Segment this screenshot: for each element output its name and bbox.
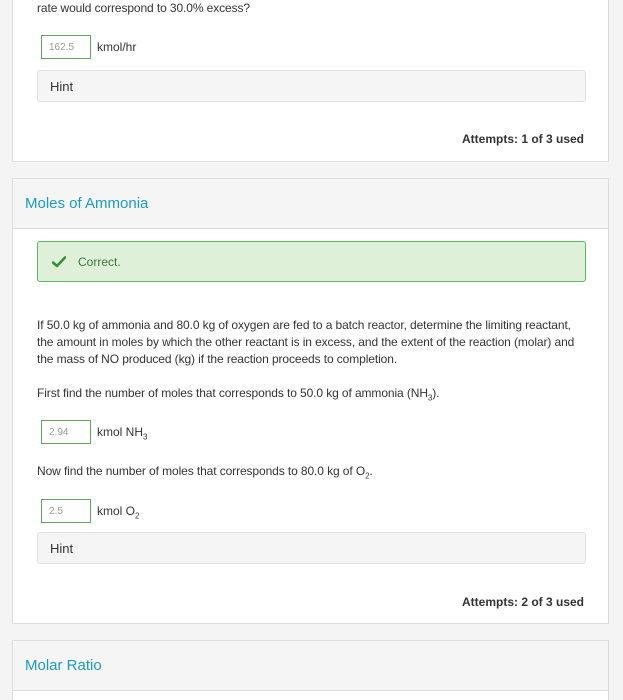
step1-instruction: First find the number of moles that corresponds to 50.0 kg of ammonia $(NH_3)$. bbox=[37, 386, 440, 403]
card-title[interactable]: Molar Ratio bbox=[25, 657, 102, 674]
step2-instruction: Now find the number of moles that corresponds to 80.0 kg of $O_2$. bbox=[37, 464, 373, 481]
card-title[interactable]: Moles of Ammonia bbox=[25, 195, 149, 212]
answer-row-oxygen bbox=[41, 499, 139, 523]
problem-statement: If 50.0 kg of ammonia and 80.0 kg of oxygen are fed to a batch reactor, determine the limiting reactant, the amount in moles by which the other reactant is in excess, and the extent of the reaction (molar) and the mass of NO produced (kg) if the reaction proceeds to completion. bbox=[37, 318, 575, 366]
answer-input[interactable]: 162.5 bbox=[41, 35, 91, 59]
ammonia-moles-unit: kmol $NH_3$ bbox=[97, 425, 148, 442]
attempts-counter: Attempts: 2 of 3 used bbox=[461, 595, 584, 609]
correct-feedback bbox=[37, 241, 586, 282]
answer-row bbox=[41, 35, 136, 59]
oxygen-moles-unit: kmol $O_2$ bbox=[97, 504, 140, 521]
card-molar-ratio bbox=[12, 640, 609, 700]
check-icon bbox=[52, 256, 66, 268]
answer-row-ammonia bbox=[41, 420, 147, 444]
answer-unit: kmol/hr bbox=[97, 40, 137, 54]
card-header[interactable] bbox=[13, 641, 608, 691]
attempts-counter: Attempts: 1 of 3 used bbox=[461, 132, 584, 146]
oxygen-moles-input[interactable]: 2.5 bbox=[41, 499, 91, 523]
card-moles-of-ammonia bbox=[12, 178, 609, 624]
card-previous-step bbox=[12, 0, 609, 162]
ammonia-moles-input[interactable]: 2.94 bbox=[41, 420, 91, 444]
question-text: rate would correspond to 30.0% excess? bbox=[37, 1, 250, 15]
card-header[interactable] bbox=[13, 179, 608, 229]
hint-button[interactable]: Hint bbox=[37, 532, 586, 564]
correct-text: Correct. bbox=[78, 254, 121, 269]
hint-button[interactable]: Hint bbox=[37, 70, 586, 102]
